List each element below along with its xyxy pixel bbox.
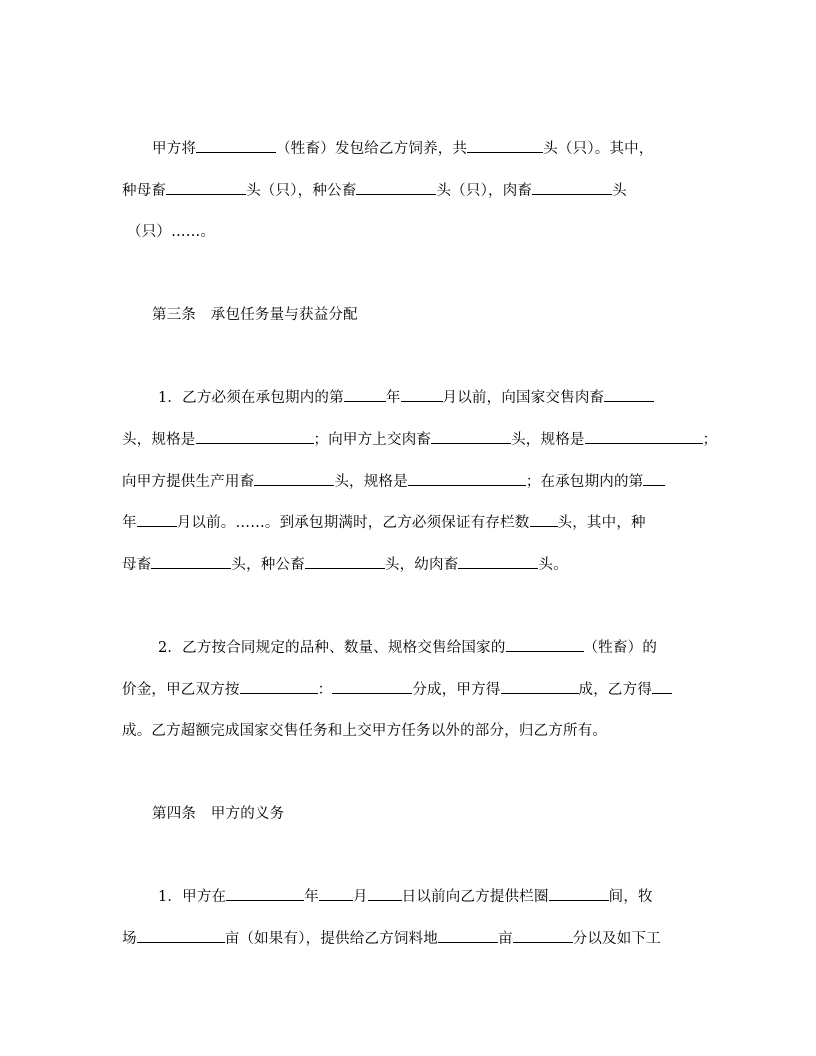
fill-in-blank[interactable] bbox=[137, 514, 177, 527]
text-run: （牲畜）的 bbox=[583, 640, 658, 656]
text-run: 亩 bbox=[497, 931, 513, 947]
text-run: 月以前。……。到承包期满时，乙方必须保证有存栏数 bbox=[176, 515, 530, 531]
text-run: ；向甲方上交肉畜 bbox=[313, 432, 432, 448]
fill-in-blank[interactable] bbox=[319, 888, 353, 901]
text-run: 年 bbox=[385, 390, 401, 406]
text-run: 头，规格是 bbox=[334, 474, 408, 490]
fill-in-blank[interactable] bbox=[305, 556, 385, 569]
text-run: ； bbox=[702, 432, 718, 448]
paragraph-line bbox=[122, 430, 717, 450]
fill-in-blank[interactable] bbox=[458, 556, 538, 569]
text-run: 头（只）。其中， bbox=[543, 141, 654, 157]
text-run: 向甲方提供生产用畜 bbox=[122, 474, 255, 490]
text-run: 月 bbox=[352, 889, 368, 905]
text-run: 成。乙方超额完成国家交售任务和上交甲方任务以外的部分，归乙方所有。 bbox=[122, 723, 608, 739]
fill-in-blank[interactable] bbox=[643, 473, 665, 486]
text-run: 头，规格是 bbox=[122, 432, 196, 448]
fill-in-blank[interactable] bbox=[151, 556, 231, 569]
text-run: 分以及如下工 bbox=[572, 931, 661, 947]
fill-in-blank[interactable] bbox=[166, 182, 246, 195]
text-run: 头（只），肉畜 bbox=[436, 183, 533, 199]
text-run: 年 bbox=[304, 889, 319, 905]
text-run: 1．甲方在 bbox=[158, 889, 227, 905]
text-run: 亩（如果有），提供给乙方饲料地 bbox=[224, 931, 438, 947]
text-run: 场 bbox=[122, 931, 137, 947]
paragraph-line bbox=[158, 638, 657, 658]
text-run: 成，乙方得 bbox=[578, 682, 653, 698]
paragraph-line bbox=[122, 181, 627, 201]
text-run: 2．乙方按合同规定的品种、数量、规格交售给国家的 bbox=[158, 640, 506, 656]
fill-in-blank[interactable] bbox=[513, 930, 573, 943]
paragraph-line bbox=[122, 680, 672, 700]
fill-in-blank[interactable] bbox=[431, 431, 511, 444]
text-run: ；在承包期内的第 bbox=[525, 474, 644, 490]
text-run: 头 bbox=[612, 183, 627, 199]
text-run: 第三条 承包任务量与获益分配 bbox=[152, 307, 358, 323]
text-run: ： bbox=[317, 682, 333, 698]
text-run: 1．乙方必须在承包期内的第 bbox=[158, 390, 344, 406]
fill-in-blank[interactable] bbox=[501, 681, 579, 694]
text-run: 年 bbox=[122, 515, 137, 531]
fill-in-blank[interactable] bbox=[137, 930, 225, 943]
text-run: 间，牧 bbox=[608, 889, 653, 905]
fill-in-blank[interactable] bbox=[196, 140, 276, 153]
fill-in-blank[interactable] bbox=[240, 681, 318, 694]
fill-in-blank[interactable] bbox=[332, 681, 412, 694]
fill-in-blank[interactable] bbox=[438, 930, 498, 943]
paragraph-line bbox=[158, 388, 654, 408]
fill-in-blank[interactable] bbox=[356, 182, 436, 195]
text-run: 甲方将 bbox=[152, 141, 197, 157]
paragraph-line bbox=[122, 513, 646, 533]
paragraph-line bbox=[152, 139, 654, 159]
text-run: 第四条 甲方的义务 bbox=[152, 806, 285, 822]
text-run: 月以前，向国家交售肉畜 bbox=[442, 390, 605, 406]
text-run: 头，种公畜 bbox=[231, 557, 305, 573]
fill-in-blank[interactable] bbox=[344, 389, 386, 402]
text-run: 头，规格是 bbox=[511, 432, 585, 448]
text-run: （牲畜）发包给乙方饲养，共 bbox=[276, 141, 468, 157]
text-run: 头。 bbox=[538, 557, 568, 573]
text-run: 价金，甲乙双方按 bbox=[122, 682, 240, 698]
text-run: （只）……。 bbox=[127, 224, 216, 240]
fill-in-blank[interactable] bbox=[532, 182, 612, 195]
text-run: 日以前向乙方提供栏圈 bbox=[401, 889, 549, 905]
fill-in-blank[interactable] bbox=[467, 140, 543, 153]
fill-in-blank[interactable] bbox=[585, 431, 703, 444]
text-run: 种母畜 bbox=[122, 183, 167, 199]
fill-in-blank[interactable] bbox=[549, 888, 609, 901]
paragraph-line bbox=[152, 804, 284, 824]
paragraph-line bbox=[122, 929, 661, 949]
text-run: 母畜 bbox=[122, 557, 152, 573]
text-run: 头，幼肉畜 bbox=[384, 557, 459, 573]
paragraph-line bbox=[158, 887, 653, 907]
fill-in-blank[interactable] bbox=[604, 389, 654, 402]
paragraph-line bbox=[152, 305, 358, 325]
paragraph-line bbox=[122, 721, 607, 741]
fill-in-blank[interactable] bbox=[226, 888, 304, 901]
text-run: 头（只），种公畜 bbox=[246, 183, 357, 199]
fill-in-blank[interactable] bbox=[530, 514, 558, 527]
fill-in-blank[interactable] bbox=[401, 389, 443, 402]
fill-in-blank[interactable] bbox=[368, 888, 402, 901]
fill-in-blank[interactable] bbox=[196, 431, 314, 444]
fill-in-blank[interactable] bbox=[652, 681, 672, 694]
paragraph-line bbox=[127, 222, 215, 242]
text-run: 头，其中，种 bbox=[557, 515, 646, 531]
text-run: 分成，甲方得 bbox=[412, 682, 501, 698]
paragraph-line bbox=[122, 555, 568, 575]
fill-in-blank[interactable] bbox=[254, 473, 334, 486]
paragraph-line bbox=[122, 472, 665, 492]
fill-in-blank[interactable] bbox=[506, 639, 584, 652]
fill-in-blank[interactable] bbox=[408, 473, 526, 486]
